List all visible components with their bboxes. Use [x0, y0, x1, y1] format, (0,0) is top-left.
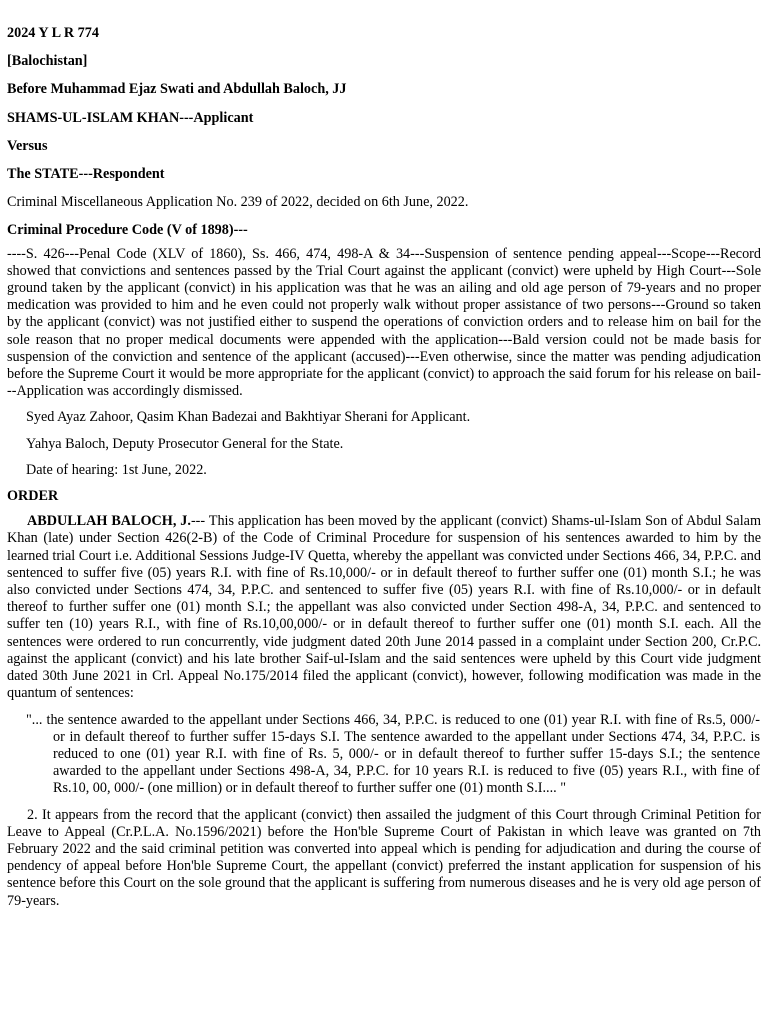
- statute-heading: Criminal Procedure Code (V of 1898)---: [7, 222, 248, 239]
- counsel-applicant: Syed Ayaz Zahoor, Qasim Khan Badezai and Bakhtiyar Sherani for Applicant.: [26, 409, 471, 426]
- order-paragraph-2: 2. It appears from the record that the applicant (convict) then assailed the judgment of this Court through Criminal Petition for Leave to Appeal (Cr.P.L.A. No.1596/2021) before the Hon'ble Supreme Court of Pakistan in which leave was granted on 7th February 2022 and the said criminal petition was converted into appeal which is pending for adjudication and during the course of pendency of appeal before Hon'ble Supreme Court, the appellant (convict) preferred the instant application for suspension of his sentence before this Court on the sole ground that the applicant is suffering from numerous diseases and he is very old age person of 79-years.: [7, 806, 761, 909]
- citation: 2024 Y L R 774: [7, 25, 99, 41]
- versus: Versus: [7, 137, 48, 154]
- order-paragraph-1-text: --- This application has been moved by the applicant (convict) Shams-ul-Islam Son of Abdul Salam Khan (late) under Section 426(2-B) of the Code of Criminal Procedure for suspension of his sentences awarded to him by the learned trial Court i.e. Additional Sessions Judge-IV Quetta, whereby the appellant was convicted under Sections 466, 34, P.P.C. and sentenced to suffer five (05) years R.I. with fine of Rs.10,000/- or in default thereof to further suffer one (01) month S.I.; he was also convicted under Sections 474, 34, P.P.C. and sentenced to suffer five (05) years R.I. with fine of Rs.10,000/- or in default thereof to further suffer one (01) month S.I.; the appellant was also convicted under Section 498-A, 34, P.P.C. and sentenced to suffer ten (10) years R.I., with fine of Rs.10,00,000/- or in default thereof to further suffer one (01) month S.I. each. All the sentences were ordered to run concurrently, vide judgment dated 20th June 2014 passed in a complaint under Section 200, Cr.P.C. against the applicant (convict) and his late brother Saif-ul-Islam and the said sentences were upheld by this Court vide judgment dated 30th June 2021 in Crl. Appeal No.175/2014 filed the applicant (convict), however, following modification was made in the quantum of sentences:: [7, 513, 761, 702]
- court-name: [Balochistan]: [7, 53, 88, 70]
- respondent-party: The STATE---Respondent: [7, 166, 165, 183]
- judge-name: ABDULLAH BALOCH, J.: [27, 513, 191, 530]
- order-paragraph-1: [7, 513, 761, 702]
- headnote: ----S. 426---Penal Code (XLV of 1860), Ss. 466, 474, 498-A & 34---Suspension of sentence pending appeal---Scope---Record showed that convictions and sentences passed by the Trial Court against the applicant (convict) were upheld by High Court---Sole ground taken by the applicant (convict) in his application was that he was an ailing and old age person of 79-years and no proper medication was provided to him and he even could not properly walk without proper assistance of two persons---Ground so taken by the applicant (convict) was not justified either to suspend the operations of conviction orders and to release him on bail for the sole reason that no proper medical documents were appended with the application---Bald version could not be made basis for suspension of the conviction and sentence of the applicant (accused)---Even otherwise, since the matter was pending adjudication before the Supreme Court it would be more appropriate for the applicant (convict) to approach the said forum for his release on bail---Application was accordingly dismissed.: [7, 245, 761, 400]
- case-line: Criminal Miscellaneous Application No. 239 of 2022, decided on 6th June, 2022.: [7, 194, 469, 211]
- counsel-state: Yahya Baloch, Deputy Prosecutor General for the State.: [26, 435, 344, 452]
- bench: Before Muhammad Ejaz Swati and Abdullah Baloch, JJ: [7, 81, 347, 98]
- hearing-date: Date of hearing: 1st June, 2022.: [26, 461, 207, 478]
- quoted-modification: "... the sentence awarded to the appellant under Sections 466, 34, P.P.C. is reduced to one (01) year R.I. with fine of Rs.5, 000/- or in default thereof to further suffer 15-days S.I. The sentence awarded to the appellant under Sections 474, 34, P.P.C. is reduced to one (01) year R.I. with fine of Rs. 5, 000/- or in default thereof to further suffer 15-days S.I.; the sentence awarded to the appellant under Sections 498-A, 34, P.P.C. for 10 years R.I. is reduced to five (05) years R.I., with fine of Rs.10, 00, 000/- (one million) or in default thereof to further suffer one (01) month S.I.... ": [26, 711, 760, 797]
- applicant-party: SHAMS-UL-ISLAM KHAN---Applicant: [7, 109, 254, 126]
- order-heading: ORDER: [7, 488, 59, 505]
